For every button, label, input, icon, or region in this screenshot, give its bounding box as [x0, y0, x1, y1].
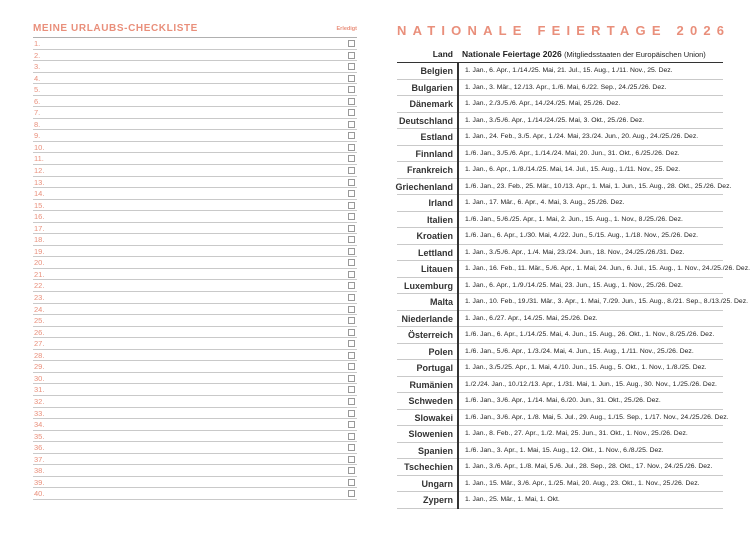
holiday-row — [397, 459, 723, 476]
checklist-row-number: 11. — [34, 154, 44, 164]
holiday-country: Bulgarien — [411, 82, 453, 93]
checklist-row-number: 39. — [34, 477, 45, 487]
checklist-checkbox[interactable] — [348, 109, 355, 116]
checklist-row — [33, 107, 357, 119]
holiday-dates: 1. Jan., 3./6. Apr., 1./8. Mai, 5./6. Jul., 28. Sep., 28. Okt., 17. Nov., 24./25./26. Dez. — [465, 463, 713, 471]
checklist-checkbox[interactable] — [348, 248, 355, 255]
holiday-row — [397, 162, 723, 179]
checklist-checkbox[interactable] — [348, 363, 355, 370]
holiday-country: Kroatien — [416, 231, 453, 242]
checklist-checkbox[interactable] — [348, 271, 355, 278]
holidays-page — [395, 23, 750, 509]
holiday-dates: 1. Jan., 15. Mär., 3./6. Apr., 1./25. Mai, 20. Aug., 23. Okt., 1. Nov., 25./26. Dez. — [465, 479, 700, 487]
holiday-dates: 1. Jan., 6. Apr., 1./14./25. Mai, 21. Jul., 15. Aug., 1./11. Nov., 25. Dez. — [465, 67, 673, 74]
column-header-holidays-title: Nationale Feiertage 2026 — [462, 49, 562, 59]
checklist-row — [33, 304, 357, 316]
checklist-checkbox[interactable] — [348, 410, 355, 417]
checklist-checkbox[interactable] — [348, 444, 355, 451]
checklist-row — [33, 38, 357, 50]
checklist-checkbox[interactable] — [348, 63, 355, 70]
holiday-country: Polen — [428, 346, 453, 357]
checklist-checkbox[interactable] — [348, 179, 355, 186]
checklist-row-number: 5. — [34, 85, 41, 95]
holiday-country: Finnland — [415, 148, 453, 159]
checklist-row-number: 16. — [34, 212, 45, 222]
holiday-country: Irland — [428, 198, 453, 209]
checklist-row-number: 26. — [34, 327, 45, 337]
holiday-row — [397, 476, 723, 493]
checklist-row — [33, 130, 357, 142]
holiday-dates: 1. Jan., 6./27. Apr., 14./25. Mai, 25./26. Dez. — [465, 314, 598, 322]
checklist-row-number: 23. — [34, 293, 45, 303]
checklist-row — [33, 200, 357, 212]
checklist-row — [33, 96, 357, 108]
holiday-dates: 1. Jan., 6. Apr., 1./9./14./25. Mai, 23. Jun., 15. Aug., 1. Nov., 25./26. Dez. — [465, 281, 683, 289]
holiday-row — [397, 63, 723, 80]
checklist-row — [33, 419, 357, 431]
holiday-row — [397, 80, 723, 97]
holiday-row — [397, 426, 723, 443]
holiday-country: Portugal — [416, 363, 453, 374]
holiday-country: Schweden — [408, 396, 453, 407]
checklist-checkbox[interactable] — [348, 86, 355, 93]
column-header-land: Land — [432, 49, 453, 59]
checklist-checkbox[interactable] — [348, 167, 355, 174]
checklist-row-number: 30. — [34, 373, 45, 383]
checklist-checkbox[interactable] — [348, 282, 355, 289]
column-divider — [457, 63, 459, 509]
holiday-country: Slowakei — [414, 412, 453, 423]
holiday-dates: 1. Jan., 3./5./6. Apr., 1./14./24./25. Mai, 3. Okt., 25./26. Dez. — [465, 116, 645, 124]
holiday-country: Zypern — [422, 495, 453, 506]
checklist-row-number: 28. — [34, 350, 45, 360]
checklist-row — [33, 280, 357, 292]
checklist-row-number: 19. — [34, 246, 45, 256]
holiday-dates: 1. Jan., 16. Feb., 11. Mär., 5./6. Apr., 1. Mai, 24. Jun., 6. Jul., 15. Aug., 1. Nov., 24./25./26. Dez. — [465, 265, 750, 273]
holiday-dates: 1./6. Jan., 3./6. Apr., 1./8. Mai, 5. Jul., 29. Aug., 1./15. Sep., 1./17. Nov., 24./25./26. Dez. — [465, 413, 729, 421]
checklist-checkbox[interactable] — [348, 306, 355, 313]
holiday-country: Griechenland — [395, 181, 453, 192]
checklist-row — [33, 384, 357, 396]
holiday-dates: 1. Jan., 24. Feb., 3./5. Apr., 1./24. Mai, 23./24. Jun., 20. Aug., 24./25./26. Dez. — [465, 133, 699, 141]
checklist-row — [33, 84, 357, 96]
holiday-row — [397, 410, 729, 427]
holiday-country: Slowenien — [408, 429, 453, 440]
holiday-dates: 1./6. Jan., 3. Apr., 1. Mai, 15. Aug., 12. Okt., 1. Nov., 6./8./25. Dez. — [465, 446, 664, 454]
checklist-row — [33, 246, 357, 258]
holiday-row — [397, 245, 723, 262]
holidays-table-body — [395, 63, 750, 509]
holiday-country: Frankreich — [406, 165, 453, 176]
holiday-country: Deutschland — [398, 115, 453, 126]
holiday-dates: 1. Jan., 2./3./5./6. Apr., 14./24./25. Mai, 25./26. Dez. — [465, 100, 621, 108]
checklist-checkbox[interactable] — [348, 75, 355, 82]
holiday-row — [397, 327, 723, 344]
checklist-row-number: 22. — [34, 281, 45, 291]
checklist-title: MEINE URLAUBS-CHECKLISTE — [33, 23, 198, 34]
checklist-row-number: 8. — [34, 119, 41, 129]
holidays-title: NATIONALE FEIERTAGE 2026 — [397, 23, 731, 38]
checklist-row-number: 7. — [34, 108, 41, 118]
checklist-row — [33, 257, 357, 269]
holiday-dates: 1./6. Jan., 6. Apr., 1./14./25. Mai, 4. Jun., 15. Aug., 26. Okt., 1. Nov., 8./25./26. Dez. — [465, 331, 715, 339]
holiday-row — [397, 393, 723, 410]
checklist-row-number: 27. — [34, 339, 45, 349]
checklist-row-number: 13. — [34, 177, 45, 187]
checklist-checkbox[interactable] — [348, 329, 355, 336]
holiday-row — [397, 443, 723, 460]
column-header-holidays-subtitle: (Mitgliedsstaaten der Europäischen Union) — [564, 50, 706, 59]
holiday-country: Spanien — [417, 445, 453, 456]
checklist-row — [33, 177, 357, 189]
holiday-row — [397, 294, 748, 311]
checklist-row-number: 6. — [34, 96, 41, 106]
checklist-row — [33, 338, 357, 350]
checklist-row — [33, 165, 357, 177]
holiday-country: Italien — [426, 214, 453, 225]
holiday-row — [397, 228, 723, 245]
checklist-checkbox[interactable] — [348, 375, 355, 382]
checklist-row-number: 2. — [34, 50, 41, 60]
checklist-row-number: 38. — [34, 466, 45, 476]
checklist-checkbox[interactable] — [348, 259, 355, 266]
checklist-row — [33, 61, 357, 73]
checklist-row-number: 12. — [34, 166, 45, 176]
checklist-checkbox[interactable] — [348, 202, 355, 209]
checklist-row-number: 32. — [34, 396, 45, 406]
checklist-checkbox[interactable] — [348, 236, 355, 243]
holiday-dates: 1./2./24. Jan., 10./12./13. Apr., 1./31. Mai, 1. Jun., 15. Aug., 30. Nov., 1./25./26. Dez. — [465, 380, 717, 388]
holiday-country: Niederlande — [401, 313, 453, 324]
checklist-row — [33, 153, 357, 165]
checklist-row — [33, 361, 357, 373]
checklist-checkbox[interactable] — [348, 40, 355, 47]
checklist-row — [33, 373, 357, 385]
checklist-row — [33, 142, 357, 154]
checklist-row-number: 34. — [34, 420, 45, 430]
checklist-row — [33, 431, 357, 443]
checklist-checkbox[interactable] — [348, 352, 355, 359]
checklist-checkbox[interactable] — [348, 213, 355, 220]
checklist-row-number: 18. — [34, 235, 45, 245]
holiday-dates: 1. Jan., 3./5./6. Apr., 1./4. Mai, 23./24. Jun., 18. Nov., 24./25./26./31. Dez. — [465, 248, 685, 256]
checklist-checkbox[interactable] — [348, 121, 355, 128]
checklist-row — [33, 292, 357, 304]
checklist-row-number: 29. — [34, 362, 45, 372]
holiday-row — [397, 195, 723, 212]
holiday-dates: 1. Jan., 25. Mär., 1. Mai, 1. Okt. — [465, 496, 560, 504]
checklist-checkbox[interactable] — [348, 479, 355, 486]
checklist-checkbox[interactable] — [348, 132, 355, 139]
checklist-row — [33, 50, 357, 62]
checklist-checkbox[interactable] — [348, 490, 355, 497]
holiday-row — [397, 113, 723, 130]
checklist-row — [33, 327, 357, 339]
checklist-row-number: 37. — [34, 454, 45, 464]
holiday-row — [397, 96, 723, 113]
checklist-checkbox[interactable] — [348, 294, 355, 301]
checklist-row-number: 36. — [34, 443, 45, 453]
holiday-country: Malta — [429, 297, 453, 308]
holiday-row — [397, 129, 723, 146]
holiday-row — [397, 360, 723, 377]
checklist-row-number: 21. — [34, 269, 45, 279]
checklist-row — [33, 454, 357, 466]
holiday-country: Tschechien — [404, 462, 453, 473]
holiday-row — [397, 212, 723, 229]
checklist-checkbox[interactable] — [348, 467, 355, 474]
holiday-dates: 1. Jan., 3. Mär., 12./13. Apr., 1./6. Mai, 6./22. Sep., 24./25./26. Dez. — [465, 83, 667, 91]
checklist-row — [33, 396, 357, 408]
checklist-row — [33, 119, 357, 131]
holiday-row — [397, 261, 750, 278]
checklist-row — [33, 188, 357, 200]
checklist-row-number: 15. — [34, 200, 45, 210]
holiday-row — [397, 278, 723, 295]
done-column-label: Erledigt — [336, 26, 357, 32]
holiday-dates: 1./6. Jan., 3./5./6. Apr., 1./14./24. Mai, 20. Jun., 31. Okt., 6./25./26. Dez. — [465, 149, 680, 157]
holiday-dates: 1./6. Jan., 5./6./25. Apr., 1. Mai, 2. Jun., 15. Aug., 1. Nov., 8./25./26. Dez. — [465, 215, 683, 223]
checklist-row — [33, 465, 357, 477]
checklist-row — [33, 315, 357, 327]
checklist-checkbox[interactable] — [348, 225, 355, 232]
holiday-dates: 1. Jan., 17. Mär., 6. Apr., 4. Mai, 3. Aug., 25./26. Dez. — [465, 199, 625, 207]
holiday-row — [397, 492, 723, 509]
checklist-checkbox[interactable] — [348, 398, 355, 405]
checklist-checkbox[interactable] — [348, 456, 355, 463]
checklist-row-number: 20. — [34, 258, 45, 268]
checklist-row-number: 40. — [34, 489, 45, 499]
checklist-row-number: 4. — [34, 73, 41, 83]
checklist-checkbox[interactable] — [348, 433, 355, 440]
holiday-dates: 1. Jan., 3./5./25. Apr., 1. Mai, 4./10. Jun., 15. Aug., 5. Okt., 1. Nov., 1./8./25. Dez. — [465, 364, 707, 372]
checklist-page — [33, 23, 357, 500]
checklist-rows — [33, 38, 357, 500]
checklist-row — [33, 442, 357, 454]
checklist-row — [33, 408, 357, 420]
checklist-checkbox[interactable] — [348, 190, 355, 197]
holiday-row — [397, 377, 723, 394]
checklist-row — [33, 488, 357, 500]
checklist-checkbox[interactable] — [348, 144, 355, 151]
checklist-row-number: 33. — [34, 408, 45, 418]
holiday-dates: 1. Jan., 6. Apr., 1./8./14./25. Mai, 14. Jul., 15. Aug., 1./11. Nov., 25. Dez. — [465, 166, 681, 174]
checklist-row — [33, 73, 357, 85]
holiday-dates: 1. Jan., 8. Feb., 27. Apr., 1./2. Mai, 25. Jun., 31. Okt., 1. Nov., 25./26. Dez. — [465, 430, 688, 438]
holidays-table-header — [397, 46, 723, 63]
checklist-row-number: 24. — [34, 304, 45, 314]
holiday-country: Estland — [420, 132, 453, 143]
checklist-row-number: 35. — [34, 431, 45, 441]
checklist-row-number: 31. — [34, 385, 45, 395]
checklist-checkbox[interactable] — [348, 340, 355, 347]
checklist-row — [33, 234, 357, 246]
column-header-holidays — [462, 49, 706, 59]
checklist-row — [33, 350, 357, 362]
holiday-country: Ungarn — [421, 478, 453, 489]
checklist-checkbox[interactable] — [348, 98, 355, 105]
holiday-dates: 1./6. Jan., 23. Feb., 25. Mär., 10./13. Apr., 1. Mai, 1. Jun., 15. Aug., 28. Okt., 25./26. Dez. — [465, 182, 732, 190]
checklist-row-number: 10. — [34, 142, 45, 152]
checklist-row — [33, 269, 357, 281]
checklist-row — [33, 211, 357, 223]
holiday-row — [397, 146, 723, 163]
holiday-country: Österreich — [407, 330, 453, 341]
holiday-country: Luxemburg — [403, 280, 453, 291]
checklist-header — [33, 23, 357, 38]
holiday-row — [397, 311, 723, 328]
checklist-checkbox[interactable] — [348, 317, 355, 324]
holiday-dates: 1./6. Jan., 5./6. Apr., 1./3./24. Mai, 4. Jun., 15. Aug., 1./11. Nov., 25./26. Dez. — [465, 347, 694, 355]
checklist-row-number: 14. — [34, 189, 45, 199]
checklist-checkbox[interactable] — [348, 52, 355, 59]
checklist-checkbox[interactable] — [348, 421, 355, 428]
checklist-row-number: 9. — [34, 131, 41, 141]
holiday-country: Litauen — [420, 264, 453, 275]
checklist-row — [33, 477, 357, 489]
checklist-row-number: 3. — [34, 62, 41, 72]
holiday-country: Lettland — [418, 247, 453, 258]
checklist-checkbox[interactable] — [348, 155, 355, 162]
checklist-row-number: 25. — [34, 316, 45, 326]
holiday-country: Belgien — [420, 66, 453, 76]
holiday-dates: 1./6. Jan., 3./6. Apr., 1./14. Mai, 6./20. Jun., 31. Okt., 25./26. Dez. — [465, 397, 661, 405]
holiday-dates: 1. Jan., 10. Feb., 19./31. Mär., 3. Apr., 1. Mai, 7./29. Jun., 15. Aug., 8./21. Sep., 8./13./25. Dez. — [465, 298, 748, 306]
checklist-checkbox[interactable] — [348, 386, 355, 393]
holiday-country: Rumänien — [409, 379, 453, 390]
holiday-row — [395, 179, 732, 196]
holiday-country: Dänemark — [409, 99, 453, 110]
checklist-row — [33, 223, 357, 235]
checklist-row-number: 1. — [34, 39, 41, 48]
holiday-row — [397, 344, 723, 361]
checklist-row-number: 17. — [34, 223, 45, 233]
holiday-dates: 1./6. Jan., 6. Apr., 1./30. Mai, 4./22. Jun., 5./15. Aug., 1./18. Nov., 25./26. Dez. — [465, 232, 698, 240]
